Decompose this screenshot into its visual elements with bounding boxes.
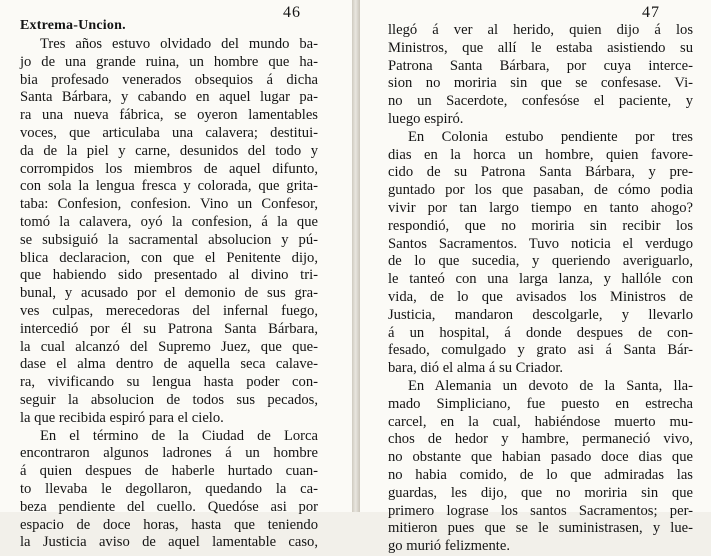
text-line: sion no moriria sin que se confesase. Vi- [388,75,693,92]
text-line: Santa Bárbara, y cabando en aquel lugar pa- [20,89,318,106]
text-line: cido de su Patrona Santa Bárbara, y pre- [388,164,693,181]
text-line: tomó la calavera, oyó la confesion, á la que [20,213,318,230]
text-line: voces, que articulaba una calavera; destitui- [20,124,318,141]
text-line: corrompidos los miembros de aquel difunto, [20,160,318,177]
text-line: jo de una grande ruina, un hombre que ha- [20,53,318,70]
text-line: bara, dió el alma á su Criador. [388,360,564,377]
text-line: go murió felizmente. [388,538,510,555]
text-line: luego espiró. [388,110,464,127]
text-line: ra, vivificando su lengua hasta poder con- [20,374,318,391]
text-line: to llevaba le degollaron, quedando la ca- [20,480,318,497]
page-number-right: 47 [642,4,660,21]
text-line: la Justicia aviso de aquel lamentable caso, [20,534,318,551]
text-line: vida, de lo que avisados los Ministros de [388,288,693,305]
text-line: taba: Confesion, confesion. Vino un Confesor, [20,196,318,213]
text-line: bunal, y acusado por el demonio de sus gra- [20,285,318,302]
text-line: respondió, que no moriria sin recibir los [388,217,693,234]
text-line: le tanteó con una larga lanza, y hallóle con [388,271,693,288]
text-line: Patrona Santa Bárbara, por cuya interce- [388,57,693,74]
text-line: no obstante que habian pasado doce dias que [388,449,693,466]
text-line: de lo que sucedia, y queriendo averiguarlo, [388,253,693,270]
text-line: En el término de la Ciudad de Lorca [40,427,318,444]
text-line: Tres años estuvo olvidado del mundo ba- [40,36,318,52]
text-line: se subsiguió la sacramental absolucion y pú- [20,231,318,248]
left-page [0,0,352,551]
text-line: En Alemania un devoto de la Santa, lla- [408,377,693,394]
text-line: Ministros, que allí le estaba asistiendo su [388,39,693,56]
right-page-text [388,22,693,556]
text-line: blica declaracion, con que el Penitente dijo, [20,249,318,266]
text-line: mitieron pues que se le suministrasen, y lue- [388,520,693,537]
book-gutter [352,0,360,512]
page-number-left: 46 [283,4,301,21]
text-line: vivir por tan largo tiempo en tanto ahogo? [388,199,693,216]
text-line: la cual alcanzó del Supremo Juez, que que- [20,338,318,355]
text-line: que habiendo sido presentado al divino tri- [20,267,318,284]
text-line: primero lograse los santos Sacramentos; per- [388,502,693,519]
text-line: dase el alma dentro de aquella seca calave- [20,356,318,373]
text-line: ra una nueva fábrica, se oyeron lamentables [20,107,318,124]
text-line: ves culpas, merecedoras del infernal fuego, [20,302,318,319]
text-line: Santos Sacramentos. Tuvo noticia el verdugo [388,235,693,252]
text-line: con sola la lengua fresca y colorada, que grita- [20,178,318,195]
text-line: fesado, comulgado y grato asi á Santa Bár- [388,342,693,359]
text-line: no habia comido, de lo que admiradas las [388,466,693,483]
text-line: espacio de doce horas, hasta que teniendo [20,516,318,533]
text-line: guardas, les dijo, que no moriria sin que [388,484,693,501]
text-line: carcel, en la cual, habiéndose muerto mu- [388,413,693,430]
text-line: la que recibida espiró para el cielo. [20,409,224,426]
text-line: En Colonia estubo pendiente por tres [408,128,693,145]
text-line: guntado por los que pasaban, de cómo podia [388,182,693,199]
text-line: bia profesado venerados obsequios á dicha [20,71,318,88]
right-page [360,0,711,555]
text-line: beza pendiente del cuello. Quedóse asi por [20,498,318,515]
text-line: intercedió por él su Patrona Santa Bárbara, [20,320,318,337]
section-heading: Extrema-Uncion. [20,18,126,33]
text-line: á quien despues de haberle hurtado cuan- [20,463,318,480]
text-line: dias en la horca un hombre, quien favore- [388,146,693,163]
left-page-text [20,36,318,552]
text-line: chos de hedor y hambre, permaneció vivo, [388,431,693,448]
text-line: seguir la absolucion de todos sus pecados, [20,391,318,408]
text-line: da de la piel y carne, desunidos del todo y [20,142,318,159]
text-line: á un hospital, á donde despues de con- [388,324,693,341]
text-line: encontraron algunos ladrones á un hombre [20,445,318,462]
text-line: llegó á ver al herido, quien dijo á los [388,22,693,38]
text-line: no un Sacerdote, confesóse el paciente, y [388,93,693,110]
text-line: Justicia, mandaron descolgarle, y llevarlo [388,306,693,323]
text-line: mado Simpliciano, fue puesto en estrecha [388,395,693,412]
